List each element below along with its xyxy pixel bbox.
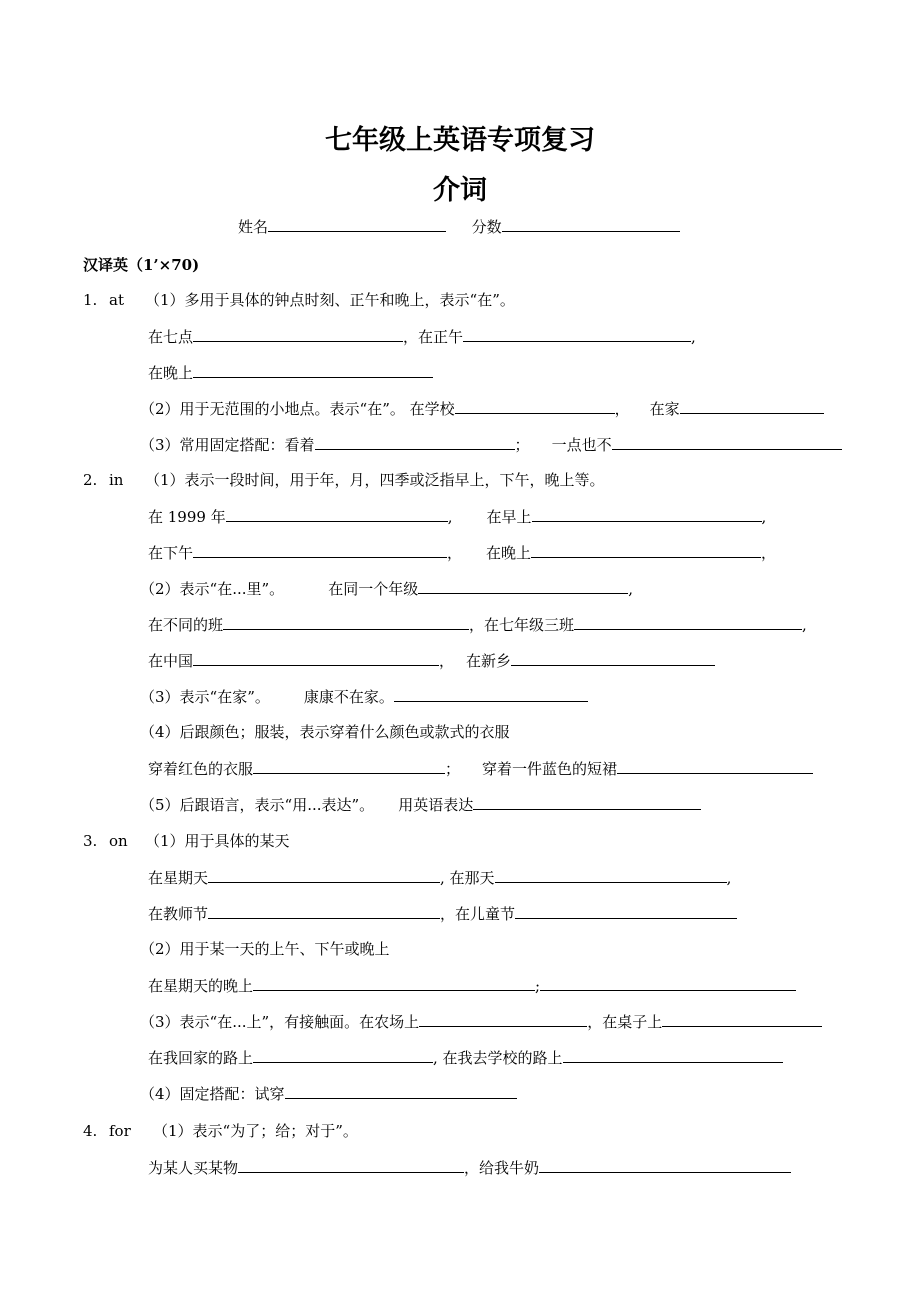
item-4-heading bbox=[83, 1121, 358, 1141]
answer-blank[interactable] bbox=[193, 326, 403, 342]
answer-blank[interactable] bbox=[680, 398, 824, 414]
prompt-text: 在同一个年级 bbox=[328, 580, 419, 598]
rule-text: （1）用于具体的某天 bbox=[145, 832, 290, 850]
rule-text: （1）表示“为了；给；对于”。 bbox=[153, 1122, 358, 1140]
answer-blank[interactable] bbox=[473, 794, 701, 810]
answer-blank[interactable] bbox=[495, 867, 727, 883]
prompt-text: （4）固定搭配：试穿 bbox=[140, 1085, 285, 1103]
name-score-row bbox=[238, 216, 680, 237]
exercise-row bbox=[148, 650, 715, 671]
prompt-text: 在晚上 bbox=[148, 364, 194, 382]
prompt-text: （3）表示“在...上”，有接触面。在农场上 bbox=[140, 1013, 420, 1031]
answer-blank[interactable] bbox=[515, 903, 737, 919]
answer-blank[interactable] bbox=[531, 542, 761, 558]
answer-blank[interactable] bbox=[193, 362, 433, 378]
exercise-row bbox=[148, 326, 696, 347]
punctuation: , bbox=[691, 328, 696, 346]
punctuation: , bbox=[761, 508, 767, 526]
item-number: 1. bbox=[83, 291, 98, 309]
item-keyword: in bbox=[109, 471, 124, 489]
punctuation: ， bbox=[614, 400, 630, 418]
prompt-text: 在晚上 bbox=[486, 544, 532, 562]
item-keyword: for bbox=[109, 1122, 131, 1140]
answer-blank[interactable] bbox=[238, 1157, 464, 1173]
prompt-text: ，给我牛奶 bbox=[464, 1159, 540, 1177]
prompt-text: 一点也不 bbox=[551, 436, 612, 454]
punctuation: , bbox=[447, 508, 453, 526]
prompt-text: 在下午 bbox=[148, 544, 194, 562]
prompt-text: 在家 bbox=[649, 400, 680, 418]
prompt-text: 穿着红色的衣服 bbox=[148, 760, 254, 778]
prompt-text: （3）常用固定搭配：看着 bbox=[140, 436, 315, 454]
item-number: 2. bbox=[83, 471, 98, 489]
page-subtitle: 介词 bbox=[433, 175, 487, 206]
answer-blank[interactable] bbox=[193, 650, 439, 666]
punctuation: ， bbox=[447, 544, 463, 562]
name-label: 姓名 bbox=[238, 218, 269, 236]
exercise-row bbox=[140, 434, 842, 455]
prompt-text: 为某人买某物 bbox=[148, 1159, 239, 1177]
prompt-text: 在中国 bbox=[148, 652, 194, 670]
prompt-text: ，在桌子上 bbox=[587, 1013, 663, 1031]
answer-blank[interactable] bbox=[563, 1047, 783, 1063]
score-label: 分数 bbox=[471, 218, 502, 236]
answer-blank[interactable] bbox=[208, 903, 440, 919]
prompt-text: 康康不在家。 bbox=[303, 688, 394, 706]
answer-blank[interactable] bbox=[662, 1011, 822, 1027]
answer-blank[interactable] bbox=[193, 542, 447, 558]
answer-blank[interactable] bbox=[612, 434, 842, 450]
exercise-row bbox=[140, 398, 824, 419]
prompt-text: ，在七年级三班 bbox=[469, 616, 575, 634]
rule-text: （4）后跟颜色；服装，表示穿着什么颜色或款式的衣服 bbox=[140, 723, 510, 741]
answer-blank[interactable] bbox=[253, 1047, 433, 1063]
exercise-row bbox=[148, 903, 737, 924]
section-title: 汉译英（1’×70) bbox=[83, 256, 200, 274]
exercise-row bbox=[148, 1157, 791, 1178]
prompt-text: 在新乡 bbox=[466, 652, 512, 670]
page-title: 七年级上英语专项复习 bbox=[325, 125, 595, 156]
answer-blank[interactable] bbox=[223, 614, 469, 630]
exercise-row bbox=[148, 542, 776, 563]
prompt-text: ，在儿童节 bbox=[440, 905, 516, 923]
rule-text: （1）表示一段时间，用于年，月，四季或泛指早上，下午，晚上等。 bbox=[145, 471, 605, 489]
prompt-text: 在星期天的晚上 bbox=[148, 977, 254, 995]
item-keyword: on bbox=[109, 832, 128, 850]
prompt-text: 在 1999 年 bbox=[148, 508, 226, 526]
prompt-text: 在七点 bbox=[148, 328, 194, 346]
prompt-text: 在我回家的路上 bbox=[148, 1049, 254, 1067]
exercise-row bbox=[140, 686, 588, 707]
answer-blank[interactable] bbox=[539, 1157, 791, 1173]
exercise-row bbox=[148, 975, 796, 996]
punctuation: , bbox=[802, 616, 807, 634]
prompt-text: 在星期天 bbox=[148, 869, 209, 887]
answer-blank[interactable] bbox=[540, 975, 796, 991]
exercise-row bbox=[140, 578, 633, 599]
punctuation: ； bbox=[445, 760, 461, 778]
prompt-text: 用英语表达 bbox=[398, 796, 474, 814]
answer-blank[interactable] bbox=[455, 398, 615, 414]
answer-blank[interactable] bbox=[617, 758, 813, 774]
prompt-text: ，在正午 bbox=[403, 328, 464, 346]
item-2-heading bbox=[83, 470, 605, 490]
prompt-text: （2）表示“在...里”。 bbox=[140, 580, 285, 598]
prompt-text: 在早上 bbox=[486, 508, 532, 526]
answer-blank[interactable] bbox=[315, 434, 515, 450]
name-blank[interactable] bbox=[268, 216, 446, 232]
answer-blank[interactable] bbox=[285, 1083, 517, 1099]
exercise-row bbox=[148, 506, 766, 527]
rule-text: （1）多用于具体的钟点时刻、正午和晚上，表示“在”。 bbox=[145, 291, 515, 309]
answer-blank[interactable] bbox=[419, 1011, 587, 1027]
exercise-row bbox=[148, 758, 813, 779]
rule-text: （2）用于某一天的上午、下午或晚上 bbox=[140, 940, 390, 958]
prompt-text: , 在那天 bbox=[440, 869, 495, 887]
prompt-text: 穿着一件蓝色的短裙 bbox=[482, 760, 618, 778]
answer-blank[interactable] bbox=[253, 758, 445, 774]
prompt-text: （2）用于无范围的小地点。表示“在”。 在学校 bbox=[140, 400, 455, 418]
rule-row bbox=[140, 722, 510, 742]
answer-blank[interactable] bbox=[253, 975, 535, 991]
item-keyword: at bbox=[109, 291, 124, 309]
punctuation: ; bbox=[535, 977, 541, 995]
exercise-row bbox=[140, 1083, 517, 1104]
prompt-text: （3）表示“在家”。 bbox=[140, 688, 270, 706]
prompt-text: , 在我去学校的路上 bbox=[433, 1049, 563, 1067]
answer-blank[interactable] bbox=[511, 650, 715, 666]
exercise-row bbox=[148, 362, 433, 383]
punctuation: ， bbox=[761, 544, 777, 562]
answer-blank[interactable] bbox=[394, 686, 588, 702]
answer-blank[interactable] bbox=[463, 326, 691, 342]
punctuation: ； bbox=[514, 436, 530, 454]
item-1-heading bbox=[83, 290, 515, 310]
rule-row bbox=[140, 939, 390, 959]
item-3-heading bbox=[83, 831, 290, 851]
exercise-row bbox=[140, 794, 701, 815]
answer-blank[interactable] bbox=[418, 578, 628, 594]
exercise-row bbox=[148, 867, 731, 888]
exercise-row bbox=[148, 1047, 783, 1068]
punctuation: , bbox=[628, 580, 633, 598]
answer-blank[interactable] bbox=[208, 867, 440, 883]
answer-blank[interactable] bbox=[532, 506, 762, 522]
punctuation: , bbox=[726, 869, 732, 887]
prompt-text: 在教师节 bbox=[148, 905, 209, 923]
exercise-row bbox=[148, 614, 807, 635]
exercise-row bbox=[140, 1011, 822, 1032]
answer-blank[interactable] bbox=[226, 506, 448, 522]
score-blank[interactable] bbox=[502, 216, 680, 232]
item-number: 3. bbox=[83, 832, 98, 850]
punctuation: ， bbox=[439, 652, 455, 670]
prompt-text: （5）后跟语言，表示“用...表达”。 bbox=[140, 796, 375, 814]
prompt-text: 在不同的班 bbox=[148, 616, 224, 634]
answer-blank[interactable] bbox=[574, 614, 802, 630]
item-number: 4. bbox=[83, 1122, 98, 1140]
